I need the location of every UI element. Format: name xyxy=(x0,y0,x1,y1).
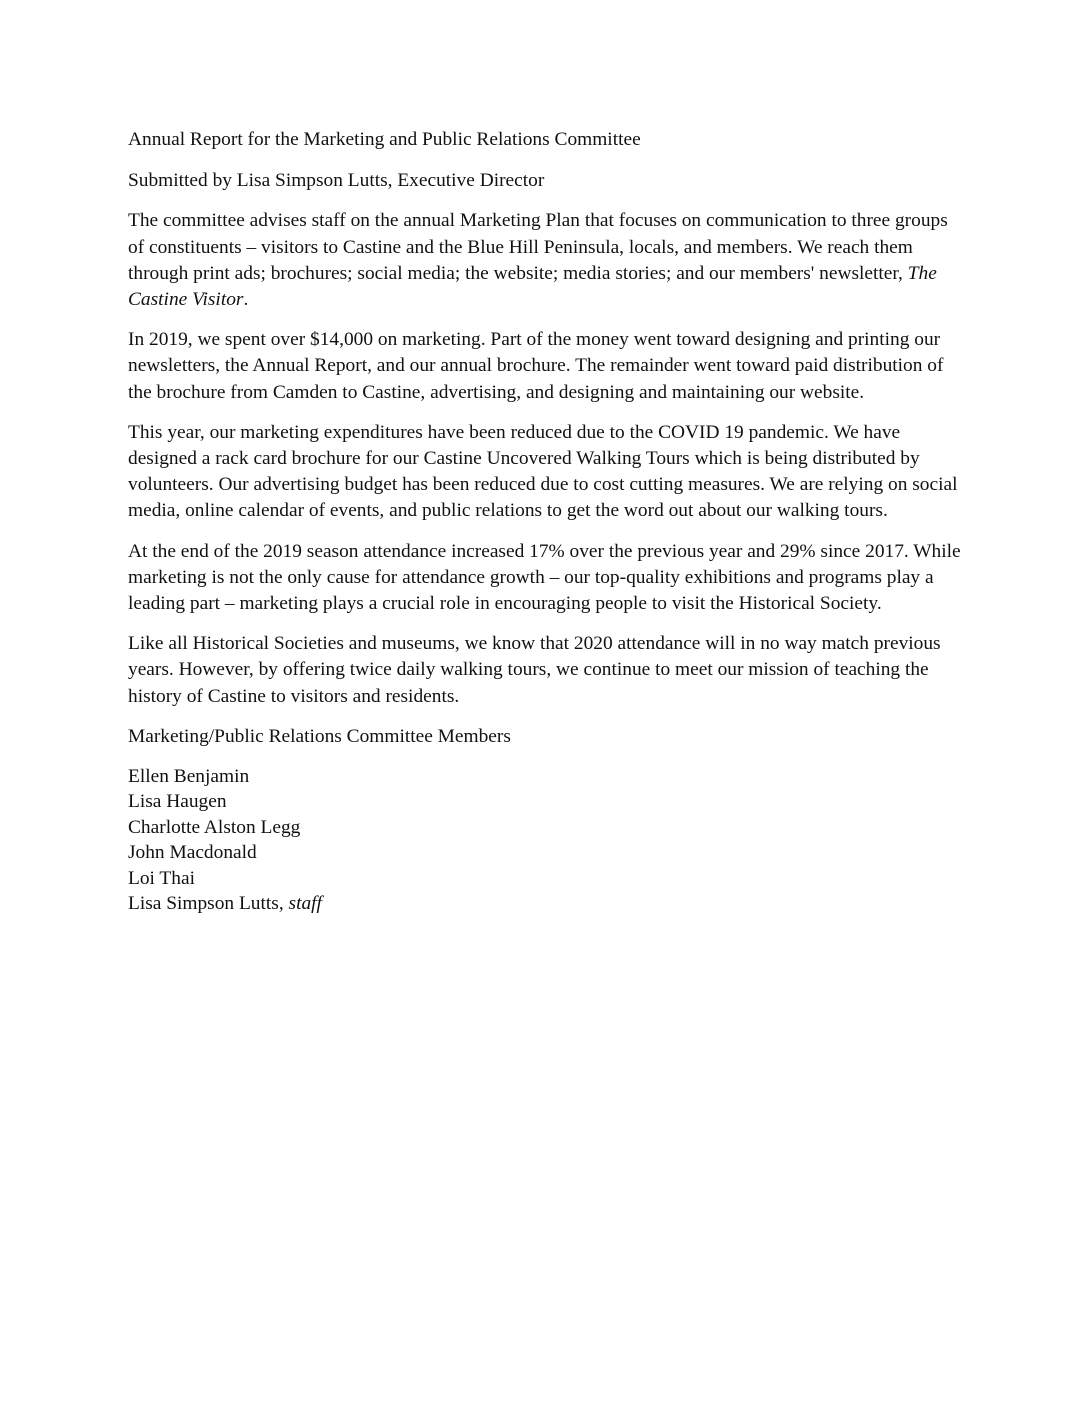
document-title: Annual Report for the Marketing and Public Relations Committee xyxy=(128,129,641,150)
member-item: John Macdonald xyxy=(128,842,257,864)
paragraph-text: . xyxy=(243,289,249,311)
members-list xyxy=(128,764,968,916)
paragraph-committee-purpose xyxy=(128,208,968,313)
staff-name: Lisa Simpson Lutts, xyxy=(128,893,289,915)
paragraph-text: The committee advises staff on the annual Marketing Plan that focuses on communication to three groups of constituents – visitors to Castine and the Blue Hill Peninsula, locals, and members. We reach them through print ads; brochures; social media; the website; media stories; and our members' newsletter, xyxy=(128,210,948,284)
member-item: Ellen Benjamin xyxy=(128,766,250,788)
paragraph-2019-spending: In 2019, we spent over $14,000 on marketing. Part of the money went toward designing and printing our newsletters, the Annual Report, and our annual brochure. The remainder went toward paid distribution of the brochure from Camden to Castine, advertising, and designing and maintaining our website. xyxy=(128,329,944,403)
document-byline: Submitted by Lisa Simpson Lutts, Executive Director xyxy=(128,170,545,192)
newsletter-title: The Castine Visitor xyxy=(128,262,937,311)
document-body xyxy=(128,127,968,917)
member-item: Loi Thai xyxy=(128,867,195,889)
member-item: Charlotte Alston Legg xyxy=(128,816,301,838)
paragraph-attendance-growth: At the end of the 2019 season attendance increased 17% over the previous year and 29% since 2017. While marketing is not the only cause for attendance growth – our top-quality exhibitions and programs play a leading part – marketing plays a crucial role in encouraging people to visit the Historical Society. xyxy=(128,540,961,615)
paragraph-covid-reduction: This year, our marketing expenditures have been reduced due to the COVID 19 pandemic. We have designed a rack card brochure for our Castine Uncovered Walking Tours which is being distributed by volunteers. Our advertising budget has been reduced due to cost cutting measures. We are relying on social media, online calendar of events, and public relations to get the word out about our walking tours. xyxy=(128,421,958,522)
member-item-staff xyxy=(128,891,968,916)
staff-role: staff xyxy=(288,893,322,915)
member-item: Lisa Haugen xyxy=(128,791,227,813)
members-heading: Marketing/Public Relations Committee Members xyxy=(128,725,511,747)
paragraph-2020-outlook: Like all Historical Societies and museums, we know that 2020 attendance will in no way match previous years. However, by offering twice daily walking tours, we continue to meet our mission of teaching the history of Castine to visitors and residents. xyxy=(128,633,941,707)
